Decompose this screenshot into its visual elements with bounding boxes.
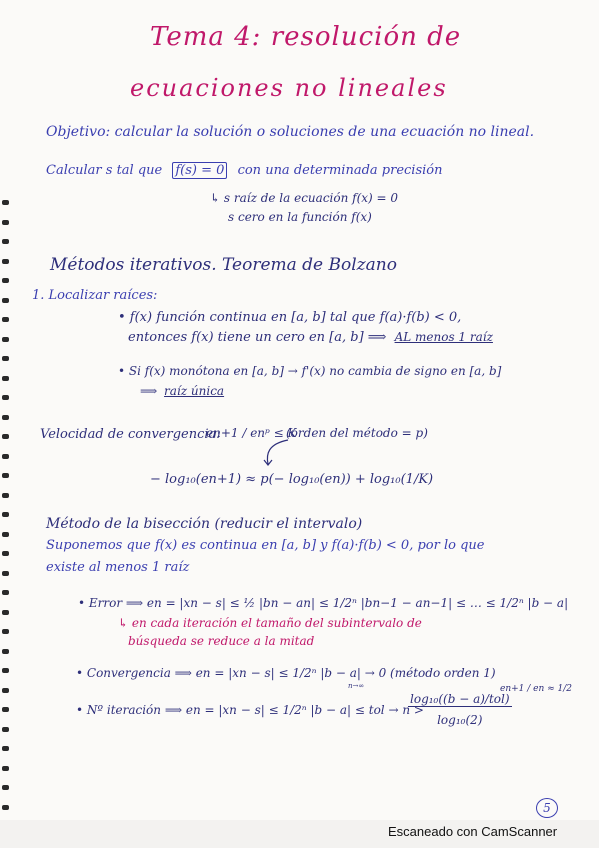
velocidad-equation: − log₁₀(en+1) ≈ p(− log₁₀(en)) + log₁₀(1/K): [150, 472, 434, 487]
biseccion-line-1: Suponemos que f(x) es continua en [a, b] y f(a)·f(b) < 0, por lo que: [46, 538, 485, 553]
error-note-1: ↳ en cada iteración el tamaño del subintervalo de: [118, 616, 422, 630]
velocidad-ratio: en+1 / enᵖ ≤ K: [206, 426, 297, 440]
monotona-bullet-a: • Si f(x) monótona en [a, b] → f'(x) no cambia de signo en [a, b]: [118, 364, 502, 378]
error-note-2: búsqueda se reduce a la mitad: [128, 634, 315, 648]
raiz-note: ↳ s raíz de la ecuación f(x) = 0: [210, 191, 399, 205]
camscanner-footer: Escaneado con CamScanner: [388, 824, 558, 839]
bolzano-bullet-1b-text: entonces f(x) tiene un cero en [a, b] ⟹: [128, 330, 387, 345]
title-line-1: Tema 4: resolución de: [150, 22, 462, 52]
bolzano-bullet-1b: [128, 330, 493, 345]
error-bound: • Error ⟹ en = |xn − s| ≤ ½ |bn − an| ≤ 1/2ⁿ |bn−1 − an−1| ≤ … ≤ 1/2ⁿ |b − a|: [78, 596, 569, 610]
title-line-2: ecuaciones no lineales: [130, 74, 448, 102]
velocidad-orden: (orden del método = p): [286, 426, 428, 440]
page-number: 5: [536, 798, 558, 818]
iteraciones-line: • Nº iteración ⟹ en = |xn − s| ≤ 1/2ⁿ |b − a| ≤ tol → n >: [76, 703, 424, 717]
monotona-implies: ⟹: [140, 384, 158, 398]
metodos-heading: Métodos iterativos. Teorema de Bolzano: [50, 255, 397, 275]
monotona-bullet-b: [140, 384, 224, 398]
convergencia-line: • Convergencia ⟹ en = |xn − s| ≤ 1/2ⁿ |b − a| → 0 (método orden 1): [76, 666, 496, 680]
bolzano-bullet-1a: • f(x) función continua en [a, b] tal que f(a)·f(b) < 0,: [118, 310, 462, 325]
precision-text: con una determinada precisión: [237, 163, 443, 178]
objetivo-line: Objetivo: calcular la solución o soluciones de una ecuación no lineal.: [46, 124, 535, 140]
iteraciones-denominator: log₁₀(2): [437, 713, 483, 727]
iteraciones-fraction: [408, 692, 512, 727]
biseccion-line-2: existe al menos 1 raíz: [46, 560, 190, 575]
raiz-unica: raíz única: [164, 384, 225, 398]
localizar-heading: 1. Localizar raíces:: [32, 288, 158, 303]
biseccion-heading: Método de la bisección (reducir el intervalo): [46, 516, 363, 532]
curved-arrow-icon: [262, 438, 292, 466]
calcular-text: Calcular s tal que: [46, 163, 163, 178]
velocidad-label: Velocidad de convergencia:: [40, 427, 221, 442]
calcular-line: [46, 163, 442, 178]
al-menos-una-raiz: AL menos 1 raíz: [394, 330, 493, 344]
convergencia-limit: n→∞: [348, 682, 365, 690]
cero-note: s cero en la función f(x): [228, 210, 372, 224]
ratio-side-note: en+1 / en ≈ 1/2: [500, 684, 573, 694]
binding-holes: [2, 200, 14, 810]
fs-boxed: f(s) = 0: [172, 162, 227, 179]
iteraciones-numerator: log₁₀((b − a)/tol): [410, 692, 510, 706]
